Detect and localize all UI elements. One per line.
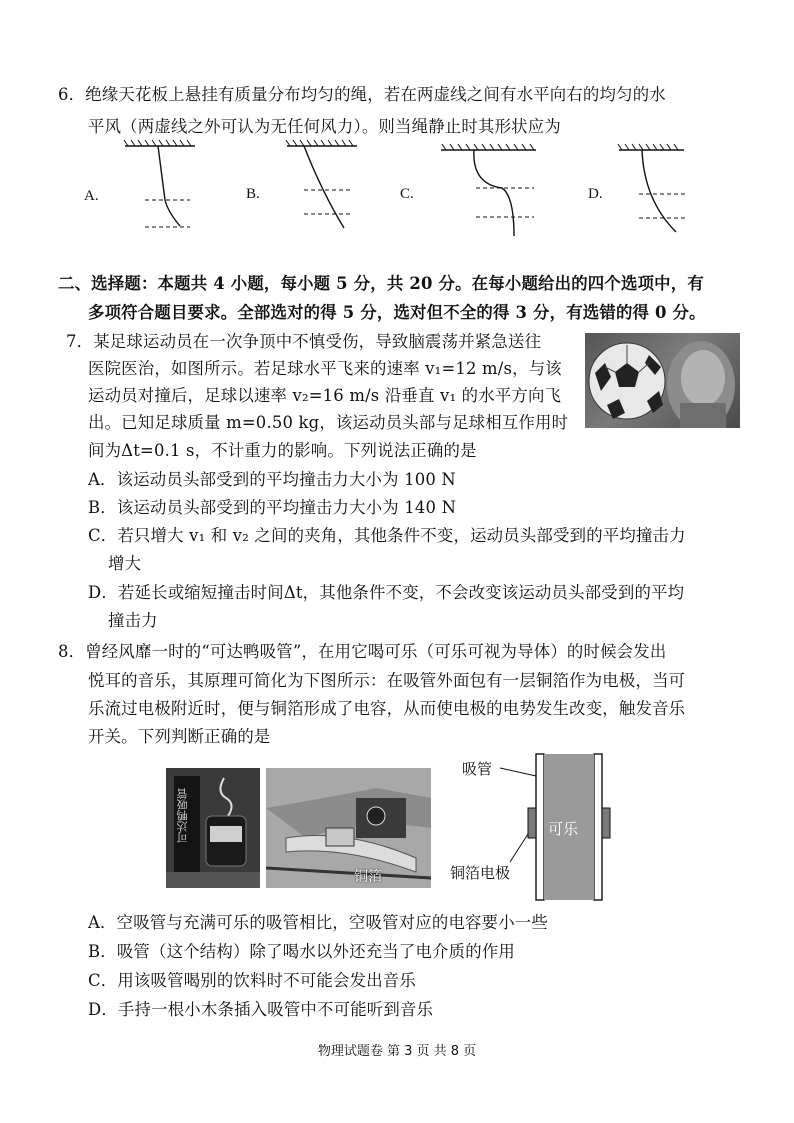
q8-straw-label: 吸管 xyxy=(462,760,493,778)
q6-stem-line1: 6．绝缘天花板上悬挂有质量分布均匀的绳，若在两虚线之间有水平向右的均匀的水 xyxy=(58,85,666,104)
page-footer: 物理试题卷 第 3 页 共 8 页 xyxy=(317,1044,477,1059)
q7-option-b: B．该运动员头部受到的平均撞击力大小为 140 N xyxy=(88,498,457,517)
q8-option-a: A．空吸管与充满可乐的吸管相比，空吸管对应的电容要小一些 xyxy=(88,913,548,932)
q6-option-b-label: B. xyxy=(246,186,260,202)
q6-option-d-label: D. xyxy=(588,186,603,202)
q8-straw-photo-1 xyxy=(166,768,260,888)
q6-option-a-label: A. xyxy=(84,188,99,204)
q6-figure-a xyxy=(120,140,230,240)
q7-stem-line2: 医院医治，如图所示。若足球水平飞来的速率 v₁=12 m/s，与该 xyxy=(88,359,562,378)
q8-stem-line1: 8．曾经风靡一时的“可达鸭吸管”，在用它喝可乐（可乐可视为导体）的时候会发出 xyxy=(58,642,667,661)
q7-football-photo xyxy=(585,333,740,428)
section2-header-line1: 二、选择题：本题共 4 小题，每小题 5 分，共 20 分。在每小题给出的四个选项中，有 xyxy=(58,274,704,293)
q8-photo1-caption: 可达鸭吸管 xyxy=(176,788,189,843)
q8-photo2-caption: 铜箔 xyxy=(354,869,382,885)
q6-stem-line2: 平风（两虚线之外可认为无任何风力）。则当绳静止时其形状应为 xyxy=(88,117,561,136)
q6-option-c-label: C. xyxy=(400,186,414,202)
q8-option-d: D．手持一根小木条插入吸管中不可能听到音乐 xyxy=(88,1000,434,1019)
q7-stem-line1: 7．某足球运动员在一次争顶中不慎受伤，导致脑震荡并紧急送往 xyxy=(66,332,542,351)
q8-option-b: B．吸管（这个结构）除了喝水以外还充当了电介质的作用 xyxy=(88,942,516,961)
q7-option-d-line1: D．若延长或缩短撞击时间Δt，其他条件不变，不会改变该运动员头部受到的平均 xyxy=(88,583,685,602)
q8-option-c: C．用该吸管喝别的饮料时不可能会发出音乐 xyxy=(88,971,416,990)
q8-straw-photo-2 xyxy=(266,768,431,888)
q7-option-c-line1: C．若只增大 v₁ 和 v₂ 之间的夹角，其他条件不变，运动员头部受到的平均撞击力 xyxy=(88,526,686,545)
q8-electrode-label: 铜箔电极 xyxy=(450,864,511,882)
q7-option-c-line2: 增大 xyxy=(108,554,142,573)
q7-option-d-line2: 撞击力 xyxy=(108,611,158,630)
q7-stem-line5: 间为Δt=0.1 s，不计重力的影响。下列说法正确的是 xyxy=(88,441,477,460)
q7-stem-line4: 出。已知足球质量 m=0.50 kg，该运动员头部与足球相互作用时 xyxy=(88,413,569,432)
q8-stem-line3: 乐流过电极附近时，便与铜箔形成了电容，从而使电极的电势发生改变，触发音乐 xyxy=(88,699,686,718)
q8-stem-line4: 开关。下列判断正确的是 xyxy=(88,727,271,746)
q7-option-a: A．该运动员头部受到的平均撞击力大小为 100 N xyxy=(88,470,456,489)
q6-figure-d xyxy=(614,140,724,240)
q8-cola-label: 可乐 xyxy=(548,820,579,838)
section2-header-line2: 多项符合题目要求。全部选对的得 5 分，选对但不全的得 3 分，有选错的得 0 分。 xyxy=(88,303,706,322)
q7-stem-line3: 运动员对撞后，足球以速率 v₂=16 m/s 沿垂直 v₁ 的水平方向飞 xyxy=(88,386,562,405)
q6-figure-b xyxy=(282,140,392,240)
q8-stem-line2: 悦耳的音乐，其原理可简化为下图所示：在吸管外面包有一层铜箔作为电极，当可 xyxy=(88,671,686,690)
q6-figure-c xyxy=(436,140,556,240)
